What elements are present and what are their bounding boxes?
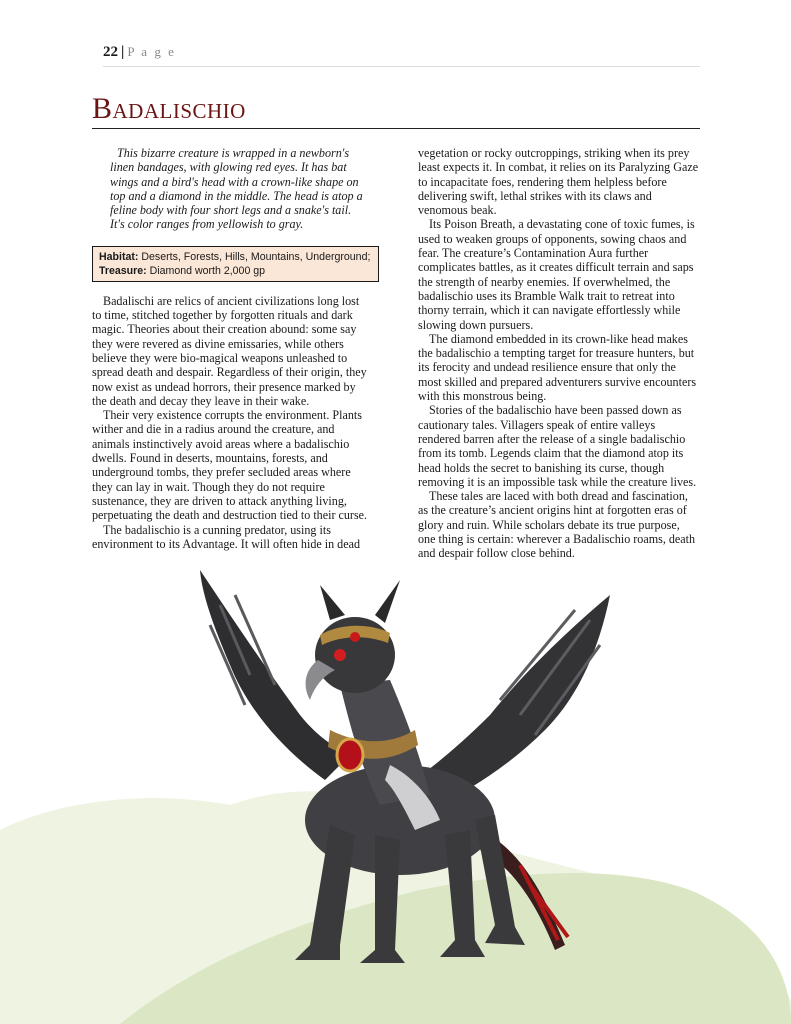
page-title: Badalischio [92, 92, 246, 125]
red-eye-icon [334, 649, 346, 661]
left-column [92, 146, 371, 551]
stat-box [92, 246, 379, 282]
badalischio-illustration [190, 565, 620, 995]
paragraph: Badalischi are relics of ancient civilizations long lost to time, stitched together by forgotten rituals and dark magic. Theories about their creation abound: some say they were revered as divine emissaries, while others believe they were bio-magical weapons unleashed to spread death and despair. Regardless of their origin, they now exist as undead horrors, their presence marked by the death and decay they leave in their wake. [92, 293, 367, 408]
paragraph: vegetation or rocky outcroppings, striking when its prey least expects it. In combat, it relies on its Paralyzing Gaze to incapacitate foes, rendering them helpless before delivering swift, lethal strikes with its claws and venomous beak. [418, 146, 699, 218]
habitat-value: Deserts, Forests, Hills, Mountains, Underground; [138, 250, 371, 263]
page-label: P a g e [127, 44, 176, 59]
right-column [418, 146, 700, 561]
page-number: 22 [103, 44, 118, 60]
paragraph: Stories of the badalischio have been passed down as cautionary tales. Villagers speak of entire valleys rendered barren after the release of a single badalischio from its tomb. Legends claim that the diamond atop its head holds the secret to banishing its curse, though removing it is an impossible task while the creature lives. [418, 403, 697, 489]
intro-description: This bizarre creature is wrapped in a newborn's linen bandages, with glowing red eyes. It has bat wings and a bird's head with a crown-like shape on top and a diamond in the middle. The head is atop a feline body with four short legs and a snake's tail. It's color ranges from yellowish to gray. [110, 146, 363, 232]
title-divider [92, 128, 700, 129]
left-body-text [92, 294, 371, 551]
paragraph: The badalischio is a cunning predator, using its environment to its Advantage. It will often hide in dead [92, 522, 361, 551]
treasure-value: Diamond worth 2,000 gp [146, 264, 266, 277]
paragraph: The diamond embedded in its crown-like head makes the badalischio a tempting target for treasure hunters, but its ferocity and undead resilience ensure that only the most skilled and prepared adventurers survive encounters with this monstrous being. [418, 331, 697, 404]
treasure-line [99, 264, 372, 278]
collar-gem [337, 739, 363, 771]
page-header [103, 44, 700, 67]
head-crest [320, 580, 400, 623]
paragraph: These tales are laced with both dread and fascination, as the creature’s ancient origins hint at forgotten eras of glory and ruin. While scholars debate its true purpose, one thing is certain: wherever a Badalischio roams, death and despair follow close behind. [418, 489, 696, 561]
treasure-label: Treasure: [99, 264, 147, 277]
page-separator: | [121, 44, 125, 60]
paragraph: Its Poison Breath, a devastating cone of toxic fumes, is used to weaken groups of opponents, sowing chaos and fear. The creature’s Contamination Aura further complicates battles, as it creates difficult terrain and saps the strength of nearby enemies. If overwhelmed, the badalischio uses its Bramble Walk trait to retreat into thorny terrain, which it can navigate effortlessly while slowing down pursuers. [418, 217, 695, 332]
paragraph: Their very existence corrupts the environment. Plants wither and die in a radius around the creature, and animals instinctively avoid areas where a badalischio dwells. Found in deserts, mountains, forests, and underground tombs, they prefer secluded areas where they can lay in wait. Though they do not require sustenance, they are driven to attack anything living, perpetuating the death and destruction tied to their curse. [92, 408, 368, 523]
crown-diamond-icon [350, 632, 360, 642]
habitat-label: Habitat: [99, 250, 139, 263]
habitat-line [99, 250, 372, 264]
right-body-text [418, 146, 700, 561]
